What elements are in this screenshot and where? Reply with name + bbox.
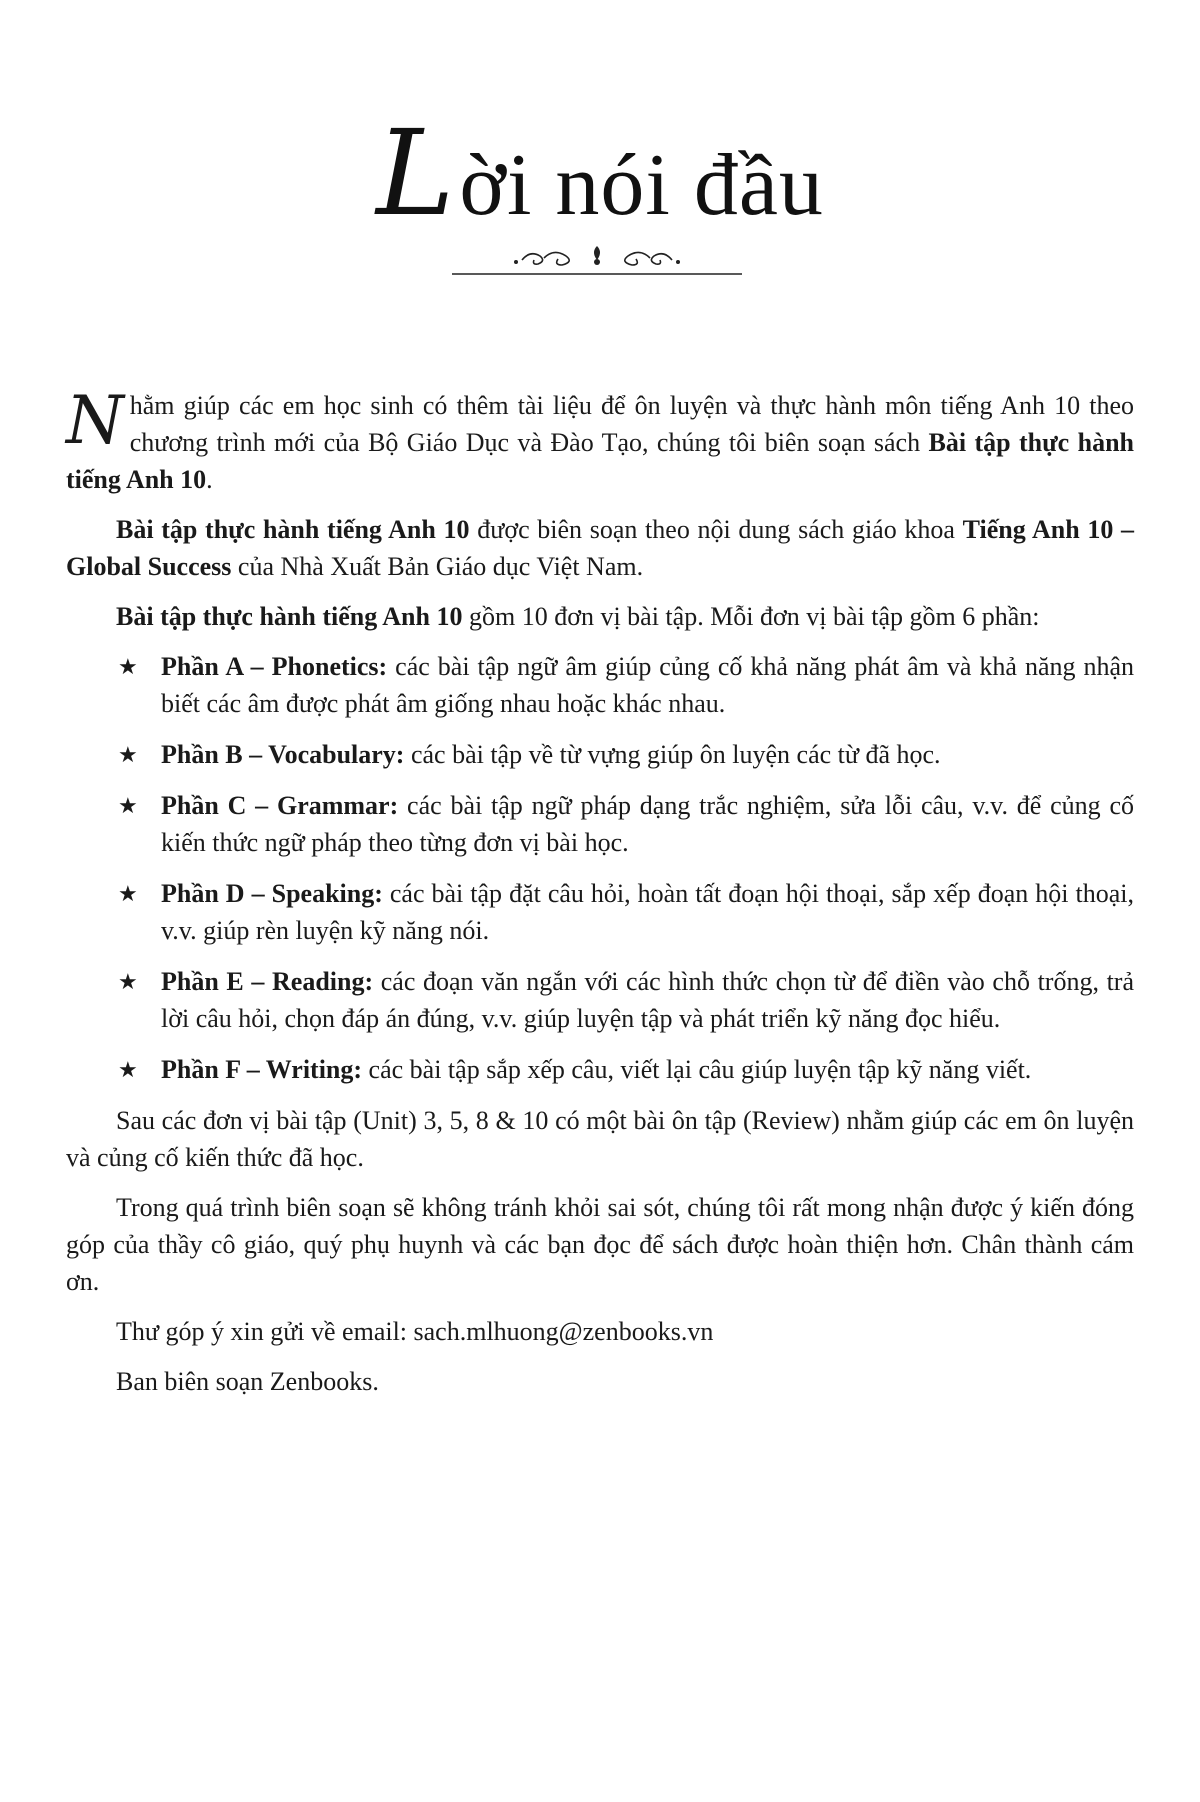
paragraph-review: Sau các đơn vị bài tập (Unit) 3, 5, 8 & 10 có một bài ôn tập (Review) nhằm giúp các em ôn luyện và củng cố kiến thức đã học.	[66, 1106, 1134, 1172]
preface-body	[66, 382, 1135, 1413]
item-text: các bài tập ngữ pháp dạng trắc nghiệm, sửa lỗi câu, v.v. để củng cố kiến thức ngữ pháp theo từng đơn vị bài học.	[161, 791, 1134, 857]
item-label: Phần F – Writing:	[161, 1055, 363, 1084]
item-label: Phần D – Speaking:	[161, 879, 383, 908]
sections-list	[66, 648, 1134, 1088]
star-icon: ★	[118, 793, 138, 818]
signature: Ban biên soạn Zenbooks.	[116, 1367, 379, 1396]
item-label: Phần B – Vocabulary:	[161, 740, 405, 769]
item-label: Phần C – Grammar:	[161, 791, 399, 820]
list-item	[66, 787, 1134, 861]
paragraph-email: Thư góp ý xin gửi về email: sach.mlhuong@zenbooks.vn	[116, 1317, 714, 1346]
item-text: các đoạn văn ngắn với các hình thức chọn từ để điền vào chỗ trống, trả lời câu hỏi, chọn đáp án đúng, v.v. giúp luyện tập và phát triển kỹ năng đọc hiểu.	[161, 967, 1134, 1033]
paragraph-structure	[66, 598, 1134, 635]
star-icon: ★	[118, 881, 138, 906]
list-item	[66, 648, 1134, 722]
intro-end: .	[206, 465, 213, 494]
list-item	[66, 736, 1134, 773]
title-ornament	[452, 240, 742, 280]
list-item	[66, 875, 1134, 949]
item-label: Phần E – Reading:	[161, 967, 374, 996]
title-text: ời nói đầu	[459, 137, 824, 234]
title-dropcap: L	[376, 104, 456, 242]
book-title: Bài tập thực hành tiếng Anh 10	[66, 428, 1134, 494]
book-title: Bài tập thực hành tiếng Anh 10	[116, 602, 463, 631]
textbook-title: Tiếng Anh 10 – Global Success	[66, 515, 1135, 581]
intro-text: hằm giúp các em học sinh có thêm tài liệu để ôn luyện và thực hành môn tiếng Anh 10 theo chương trình mới của Bộ Giáo Dục và Đào Tạo, chúng tôi biên soạn sách	[129, 391, 1134, 457]
page-title	[0, 104, 1200, 242]
paragraph-text: của Nhà Xuất Bản Giáo dục Việt Nam.	[231, 552, 644, 581]
item-text: các bài tập ngữ âm giúp củng cố khả năng phát âm và khả năng nhận biết các âm được phát âm giống nhau hoặc khác nhau.	[161, 652, 1135, 718]
paragraph-thanks: Trong quá trình biên soạn sẽ không tránh khỏi sai sót, chúng tôi rất mong nhận được ý kiến đóng góp của thầy cô giáo, quý phụ huynh và các bạn đọc để sách được hoàn thiện hơn. Chân thành cám ơn.	[66, 1193, 1134, 1296]
star-icon: ★	[118, 969, 138, 994]
book-title: Bài tập thực hành tiếng Anh 10	[116, 515, 470, 544]
paragraph-text: gồm 10 đơn vị bài tập. Mỗi đơn vị bài tập gồm 6 phần:	[462, 602, 1040, 631]
intro-dropcap: N	[66, 382, 124, 459]
item-text: các bài tập sắp xếp câu, viết lại câu giúp luyện tập kỹ năng viết.	[362, 1055, 1032, 1084]
item-text: các bài tập đặt câu hỏi, hoàn tất đoạn hội thoại, sắp xếp đoạn hội thoại, v.v. giúp rèn luyện kỹ năng nói.	[161, 879, 1134, 945]
item-label: Phần A – Phonetics:	[161, 652, 388, 681]
intro-paragraph	[66, 382, 1134, 498]
paragraph-textbook	[66, 511, 1134, 585]
paragraph-text: được biên soạn theo nội dung sách giáo khoa	[469, 515, 963, 544]
star-icon: ★	[118, 742, 138, 767]
item-text: các bài tập về từ vựng giúp ôn luyện các từ đã học.	[404, 740, 941, 769]
star-icon: ★	[118, 1057, 138, 1082]
star-icon: ★	[118, 654, 138, 679]
list-item	[66, 1051, 1134, 1088]
list-item	[66, 963, 1134, 1037]
